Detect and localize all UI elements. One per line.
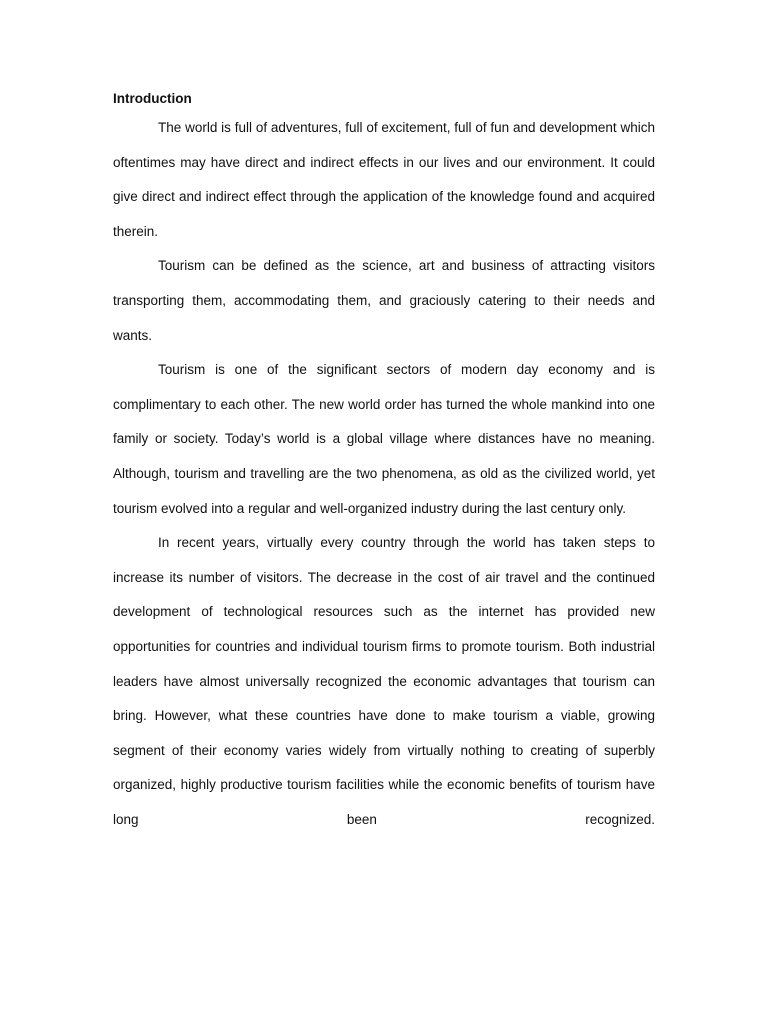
document-page bbox=[113, 88, 655, 837]
paragraph-4: In recent years, virtually every country through the world has taken steps to increase its number of visitors. The decrease in the cost of air travel and the continued development of technological resources such as the internet has provided new opportunities for countries and individual tourism firms to promote tourism. Both industrial leaders have almost universally recognized the economic advantages that tourism can bring. However, what these countries have done to make tourism a viable, growing segment of their economy varies widely from virtually nothing to creating of superbly organized, highly productive tourism facilities while the economic benefits of tourism have long been recognized. bbox=[113, 535, 655, 827]
paragraph-3: Tourism is one of the significant sectors of modern day economy and is complimentary to each other. The new world order has turned the whole mankind into one family or society. Today’s world is a global village where distances have no meaning. Although, tourism and travelling are the two phenomena, as old as the civilized world, yet tourism evolved into a regular and well-organized industry during the last century only. bbox=[113, 362, 655, 516]
paragraph-1: The world is full of adventures, full of excitement, full of fun and development which oftentimes may have direct and indirect effects in our lives and our environment. It could give direct and indirect effect through the application of the knowledge found and acquired therein. bbox=[113, 120, 655, 239]
paragraph-2: Tourism can be defined as the science, art and business of attracting visitors transporting them, accommodating them, and graciously catering to their needs and wants. bbox=[113, 258, 655, 343]
section-heading: Introduction bbox=[113, 91, 192, 106]
